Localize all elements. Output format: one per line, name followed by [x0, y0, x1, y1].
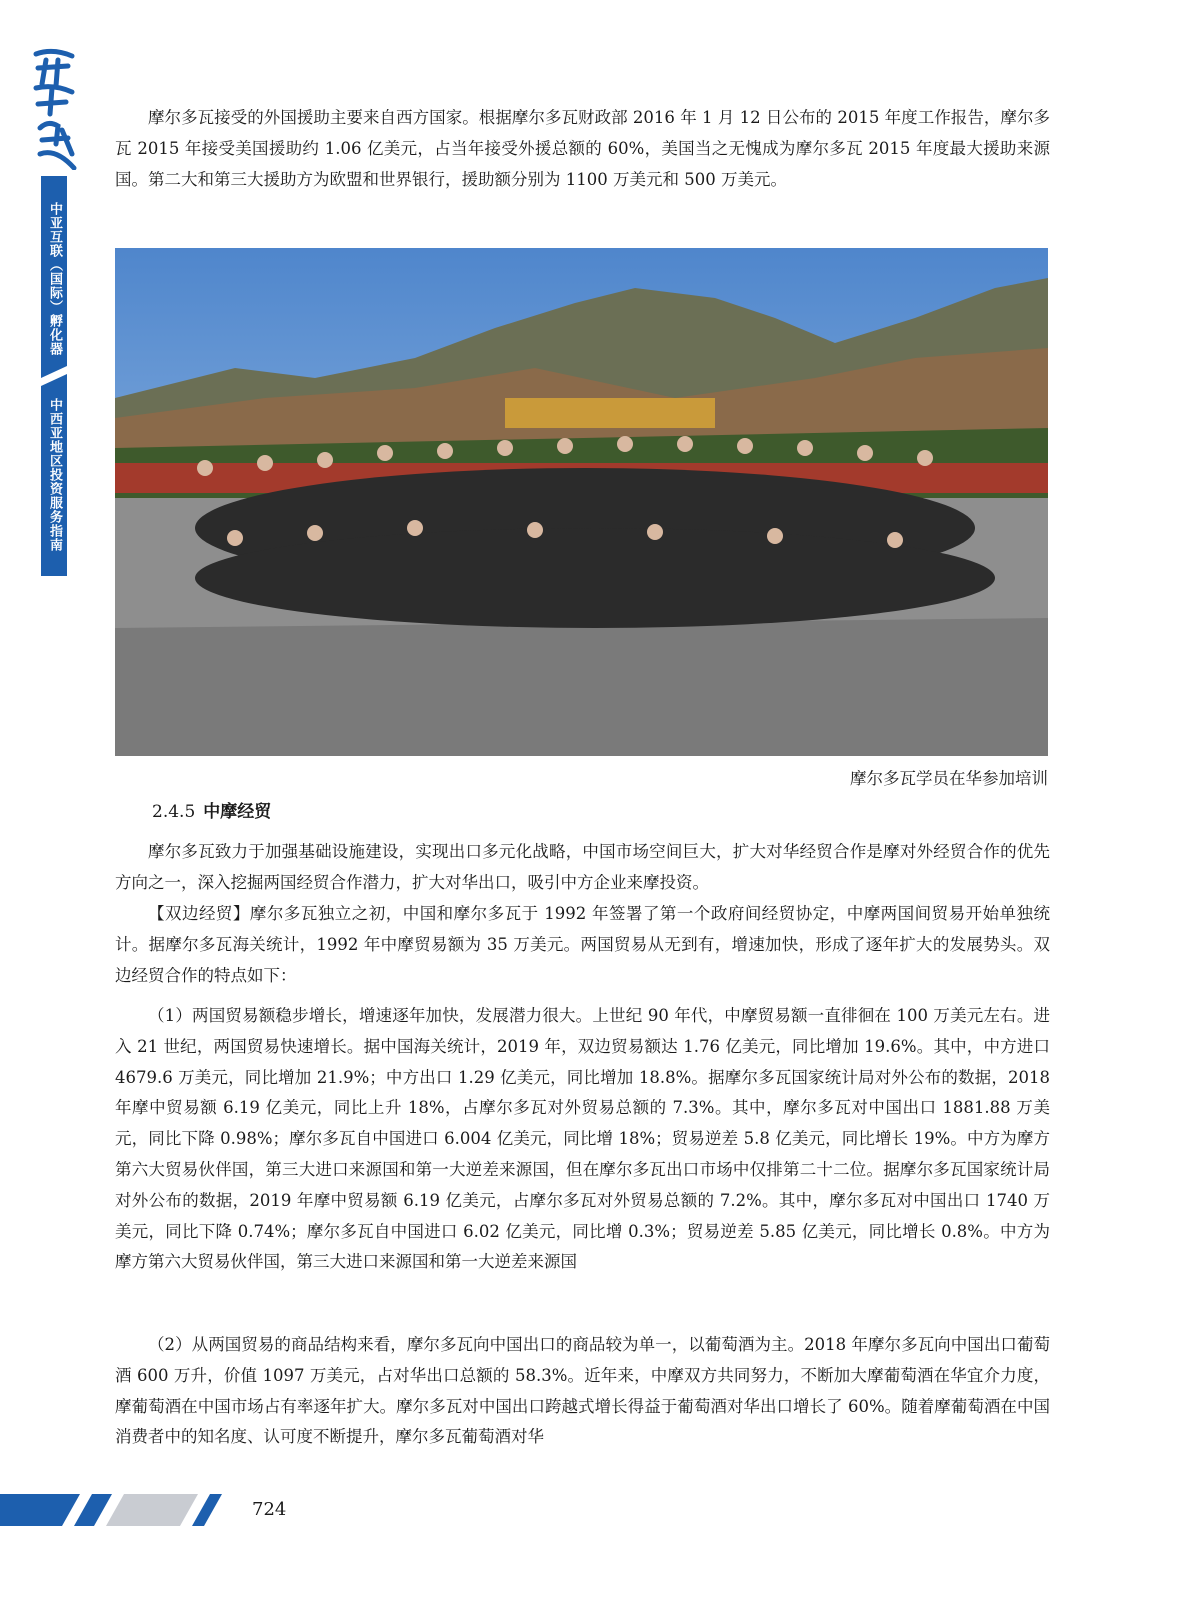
- sidebar: [0, 0, 80, 1600]
- title-divider: [41, 366, 67, 386]
- paragraph-point-1: （1）两国贸易额稳步增长，增速逐年加快，发展潜力很大。上世纪 90 年代，中摩贸易额一直徘徊在 100 万美元左右。进入 21 世纪，两国贸易快速增长。据中国海关统计，2019 年，双边贸易额达 1.76 亿美元，同比增加 19.6%。其中，中方进口 4679.6 万美元，同比增加 21.9%；中方出口 1.29 亿美元，同比增加 18.8%。据摩尔多瓦国家统计局对外公布的数据，2018 年摩中贸易额 6.19 亿美元，同比上升 18%，占摩尔多瓦对外贸易总额的 7.3%。其中，摩尔多瓦对中国出口 1881.88 万美元，同比下降 0.98%；摩尔多瓦自中国进口 6.004 亿美元，同比增 18%；贸易逆差 5.8 亿美元，同比增长 19%。中方为摩方第六大贸易伙伴国，第三大进口来源国和第一大逆差来源国，但在摩尔多瓦出口市场中仅排第二十二位。据摩尔多瓦国家统计局对外公布的数据，2019 年摩中贸易额 6.19 亿美元，占摩尔多瓦对外贸易总额的 7.2%。其中，摩尔多瓦对中国出口 1740 万美元，同比下降 0.74%；摩尔多瓦自中国进口 6.02 亿美元，同比增 0.3%；贸易逆差 5.85 亿美元，同比增长 0.8%。中方为摩方第六大贸易伙伴国，第三大进口来源国和第一大逆差来源国: [115, 1006, 1050, 1272]
- paragraph-intro: 摩尔多瓦致力于加强基础设施建设，实现出口多元化战略，中国市场空间巨大，扩大对华经贸合作是摩对外经贸合作的优先方向之一，深入挖掘两国经贸合作潜力，扩大对华出口，吸引中方企业来摩投资。: [115, 842, 1050, 892]
- paragraph-bilateral-trade: 【双边经贸】摩尔多瓦独立之初，中国和摩尔多瓦于 1992 年签署了第一个政府间经贸协定，中摩两国间贸易开始单独统计。据摩尔多瓦海关统计，1992 年中摩贸易额为 35 万美元。两国贸易从无到有，增速加快，形成了逐年扩大的发展势头。双边经贸合作的特点如下：: [115, 904, 1050, 985]
- section-heading: [152, 799, 271, 825]
- footer-stripes: [0, 1490, 240, 1530]
- series-title: 中亚互联（国际）孵化器: [47, 202, 62, 356]
- sidebar-title-bar: [41, 176, 67, 576]
- photo-caption: 摩尔多瓦学员在华参加培训: [850, 769, 1048, 788]
- page-number: 724: [252, 1499, 287, 1520]
- paragraph-point-2: （2）从两国贸易的商品结构来看，摩尔多瓦向中国出口的商品较为单一，以葡萄酒为主。2018 年摩尔多瓦向中国出口葡萄酒 600 万升，价值 1097 万美元，占对华出口总额的 58.3%。近年来，中摩双方共同努力，不断加大摩葡萄酒在华宜介力度，摩葡萄酒在中国市场占有率逐年扩大。摩尔多瓦对中国出口跨越式增长得益于葡萄酒对华出口增长了 60%。随着摩葡萄酒在中国消费者中的知名度、认可度不断提升，摩尔多瓦葡萄酒对华: [115, 1335, 1050, 1447]
- section-title: 中摩经贸: [203, 802, 272, 822]
- book-title: 中西亚地区投资服务指南: [47, 398, 62, 552]
- paragraph-foreign-aid: 摩尔多瓦接受的外国援助主要来自西方国家。根据摩尔多瓦财政部 2016 年 1 月 12 日公布的 2015 年度工作报告，摩尔多瓦 2015 年接受美国援助约 1.06 亿美元，占当年接受外援总额的 60%，美国当之无愧成为摩尔多瓦 2015 年度最大援助来源国。第二大和第三大援助方为欧盟和世界银行，援助额分别为 1100 万美元和 500 万美元。: [115, 108, 1050, 189]
- group-photo: [115, 248, 1048, 756]
- brand-logo: [28, 44, 78, 170]
- section-number: 2.4.5: [152, 802, 196, 822]
